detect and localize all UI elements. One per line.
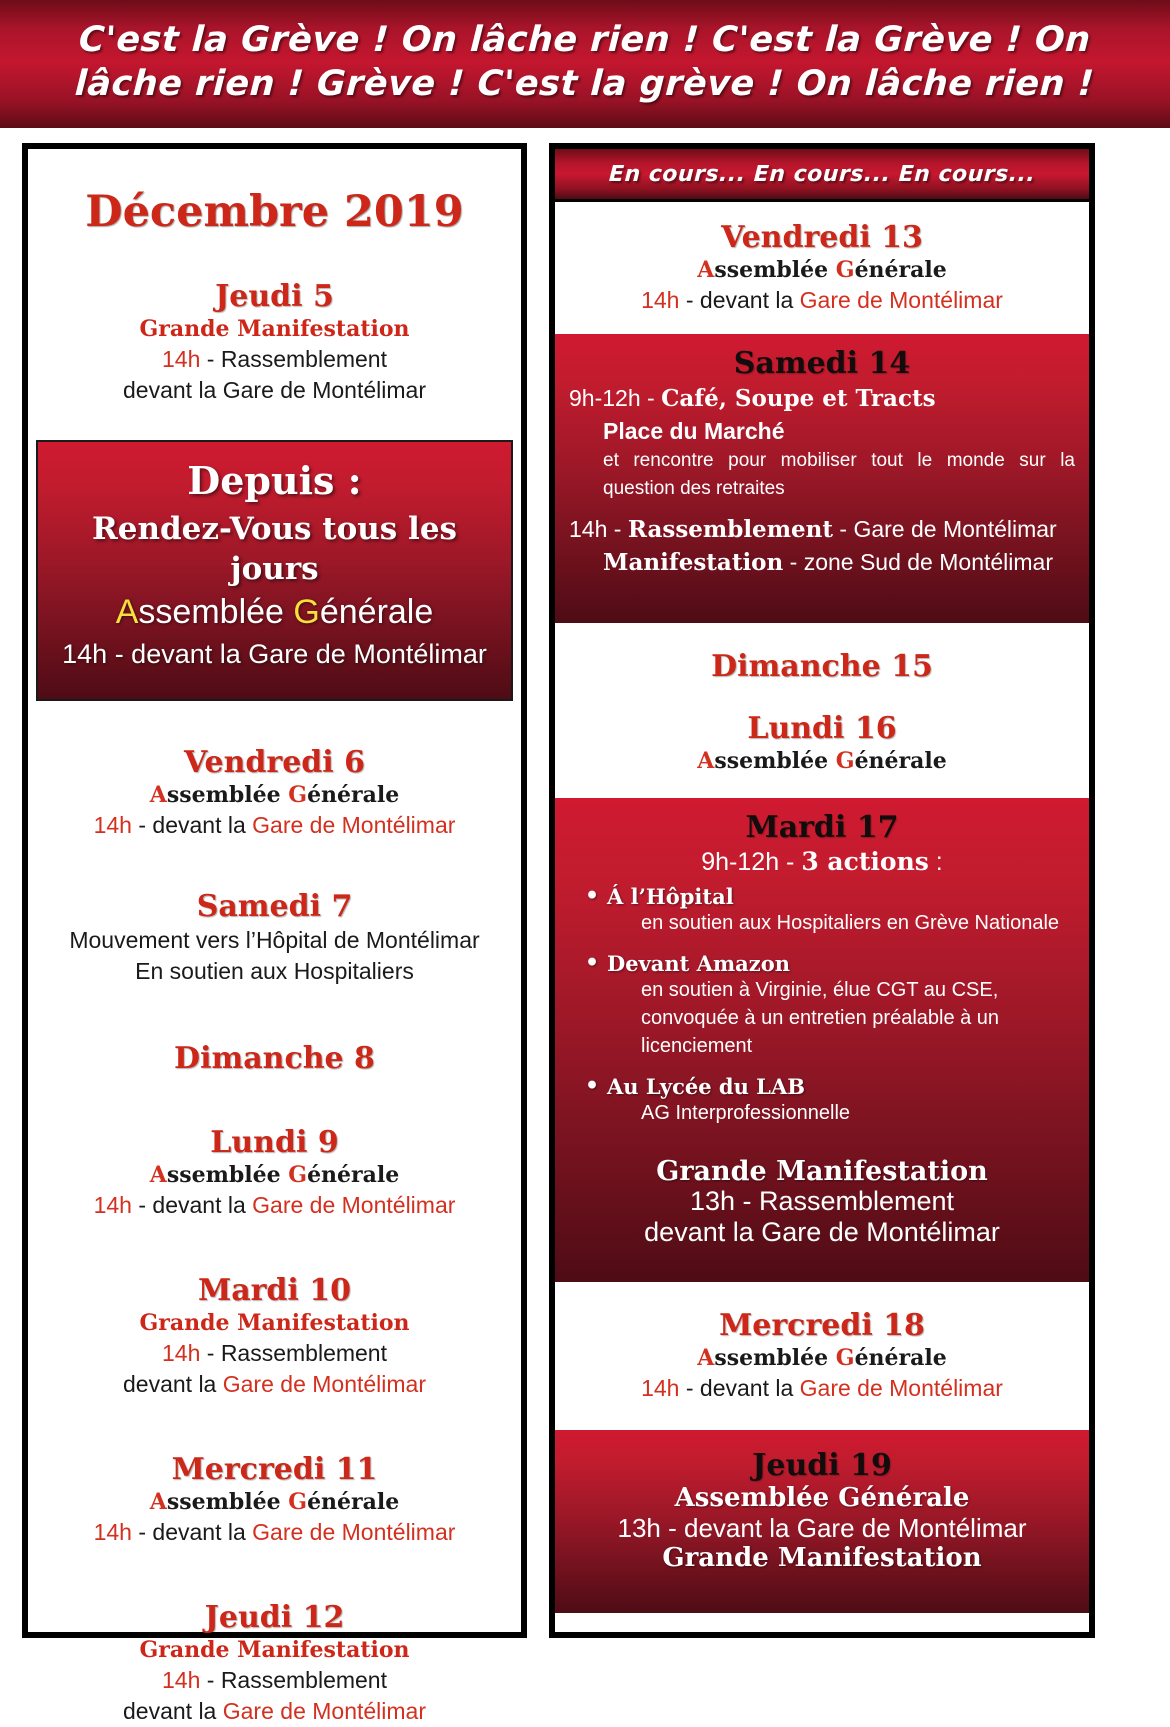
event-assemblee-generale — [28, 1161, 521, 1190]
ag-initial-a: A — [149, 782, 167, 808]
ag-mid: ssemblée — [166, 782, 289, 808]
event-samedi-14 — [555, 334, 1089, 623]
day-label: Dimanche 8 — [174, 1041, 375, 1076]
banner-line-1: C'est la Grève ! On lâche rien ! C'est la Grève ! On — [78, 20, 1092, 60]
samedi14-line-1 — [569, 382, 1075, 415]
event-time-1: 9h-12h — [569, 385, 641, 411]
event-time-line — [28, 1338, 521, 1369]
event-assemblee-generale — [565, 1344, 1079, 1373]
place-3: - zone Sud de Montélimar — [783, 549, 1053, 575]
ag-end: énérale — [307, 782, 400, 808]
event-time: 14h — [641, 1375, 680, 1401]
event-time: 9h-12h — [701, 848, 780, 876]
list-item — [585, 1074, 1075, 1127]
event-place: Gare de Montélimar — [222, 1371, 426, 1397]
ag-initial-a: A — [697, 1345, 715, 1371]
ag-mid: ssemblée — [714, 257, 836, 283]
event-place-line: devant la Gare de Montélimar — [123, 377, 426, 403]
event-time: 14h — [93, 1192, 132, 1218]
ag-mid: ssemblée — [138, 593, 294, 631]
event-assemblee-generale — [28, 781, 521, 810]
event-time: 14h — [162, 346, 201, 372]
ag-initial-g: G — [835, 748, 855, 774]
ag-mid: ssemblée — [714, 748, 836, 774]
event-mid: - Rassemblement — [200, 1340, 387, 1366]
event-line-1: Mouvement vers l’Hôpital de Montélimar — [69, 927, 480, 953]
event-assemblee-generale: Assemblée Générale — [674, 1483, 970, 1513]
event-mardi-10 — [28, 1273, 521, 1400]
event-assemblee-generale — [28, 1488, 521, 1517]
event-time-line — [28, 344, 521, 375]
event-place: Gare de Montélimar — [799, 1375, 1003, 1401]
ag-initial-g: G — [835, 257, 855, 283]
ag-end: énérale — [854, 257, 947, 283]
event-dimanche-15-lundi-16 — [555, 623, 1089, 798]
event-mercredi-18 — [555, 1282, 1089, 1430]
event-jeudi-19 — [555, 1430, 1089, 1613]
event-vendredi-6 — [28, 745, 521, 841]
event-mercredi-11 — [28, 1452, 521, 1548]
event-time: 14h — [93, 1519, 132, 1545]
event-mid: - Rassemblement — [200, 1667, 387, 1693]
event-manif-title: Grande Manifestation — [662, 1543, 982, 1573]
event-mid: - devant la — [679, 1375, 800, 1401]
day-label: Mercredi 11 — [171, 1452, 378, 1487]
place-2: - Gare de Montélimar — [833, 516, 1057, 542]
ag-initial-g: G — [288, 1489, 308, 1515]
day-label: Samedi 14 — [733, 346, 911, 381]
event-place-line — [28, 1369, 521, 1400]
day-label: Jeudi 5 — [215, 279, 334, 314]
day-label: Mardi 17 — [745, 810, 899, 845]
event-time-2: 14h — [569, 516, 608, 542]
ag-end: énérale — [307, 1162, 400, 1188]
event-time-place-line — [565, 1373, 1079, 1404]
depuis-title: Depuis : — [187, 458, 362, 503]
day-label: Dimanche 15 — [711, 649, 933, 684]
day-label: Jeudi 12 — [204, 1600, 345, 1635]
ag-initial-a: A — [697, 748, 715, 774]
mardi17-manif-time: 13h - Rassemblement — [689, 1186, 955, 1216]
event-time-suffix: - Rassemblement — [200, 346, 387, 372]
place-prefix: devant la — [123, 1698, 223, 1724]
right-schedule-column — [549, 143, 1095, 1638]
depuis-place: - devant la Gare de Montélimar — [107, 639, 487, 669]
samedi14-place-1: Place du Marché — [603, 418, 785, 444]
event-time: 14h — [93, 812, 132, 838]
event-subtitle: Grande Manifestation — [139, 1637, 410, 1663]
colon: : — [928, 848, 943, 876]
event-time: 14h — [162, 1340, 201, 1366]
event-assemblee-generale — [565, 747, 1079, 776]
poster-columns — [0, 128, 1170, 1724]
event-time-place-line — [565, 285, 1079, 316]
day-label: Mardi 10 — [197, 1273, 352, 1308]
ag-initial-g: G — [288, 1162, 308, 1188]
place-prefix: devant la — [123, 1371, 223, 1397]
event-subtitle: Grande Manifestation — [139, 1310, 410, 1336]
event-dimanche-8 — [28, 1041, 521, 1077]
day-label: Lundi 9 — [210, 1125, 339, 1160]
event-place: Gare de Montélimar — [252, 1519, 456, 1545]
event-time-place-line — [28, 1190, 521, 1221]
event-time-place-line: 13h - devant la Gare de Montélimar — [617, 1513, 1027, 1543]
event-line-2: En soutien aux Hospitaliers — [135, 958, 414, 984]
en-cours-text: En cours... En cours... En cours... — [608, 161, 1036, 187]
event-jeudi-12 — [28, 1600, 521, 1727]
depuis-rendezvous: Rendez-Vous tous les jours — [91, 511, 458, 587]
ag-initial-a: A — [149, 1489, 167, 1515]
day-label: Vendredi 6 — [184, 745, 365, 780]
ag-end: énérale — [307, 1489, 400, 1515]
depuis-highlight-box — [36, 440, 513, 701]
samedi14-line-2 — [569, 513, 1075, 546]
day-label: Samedi 7 — [196, 889, 353, 924]
depuis-assemblee-generale — [48, 589, 501, 635]
event-mid: - devant la — [679, 287, 800, 313]
event-assemblee-generale — [565, 256, 1079, 285]
en-cours-banner — [555, 149, 1089, 202]
action-description: AG Interprofessionnelle — [641, 1102, 851, 1124]
event-place: Gare de Montélimar — [252, 1192, 456, 1218]
event-place: Gare de Montélimar — [252, 812, 456, 838]
ag-initial-g: G — [288, 782, 308, 808]
list-item — [585, 951, 1075, 1060]
mardi17-action-list — [569, 884, 1075, 1127]
actions-count-label: 3 actions — [801, 847, 929, 876]
event-place: Gare de Montélimar — [799, 287, 1003, 313]
event-mid: - devant la — [131, 1519, 253, 1545]
ag-mid: ssemblée — [166, 1489, 289, 1515]
day-label: Vendredi 13 — [721, 220, 923, 255]
samedi14-paragraph: et rencontre pour mobiliser tout le monde sur la question des retraites — [603, 450, 1075, 499]
action-description: en soutien à Virginie, élue CGT au CSE, convoquée à un entretien préalable à un licenciement — [641, 979, 1000, 1057]
depuis-time: 14h — [62, 639, 108, 669]
ag-end: énérale — [319, 593, 434, 631]
activity-2: Rassemblement — [627, 516, 834, 543]
event-place-line — [28, 1696, 521, 1727]
event-time: 14h — [162, 1667, 201, 1693]
ag-end: énérale — [854, 1345, 947, 1371]
depuis-time-place — [48, 635, 501, 673]
event-place: Gare de Montélimar — [222, 1698, 426, 1724]
event-mid: - devant la — [131, 812, 253, 838]
ag-mid: ssemblée — [714, 1345, 836, 1371]
event-subtitle: Grande Manifestation — [139, 316, 410, 342]
action-title: • Au Lycée du LAB — [585, 1074, 1075, 1099]
samedi14-line-3 — [569, 546, 1075, 579]
ag-end: énérale — [854, 748, 947, 774]
activity-3: Manifestation — [603, 549, 784, 576]
day-label: Jeudi 19 — [752, 1448, 892, 1483]
event-time: 14h — [641, 287, 680, 313]
list-item — [585, 884, 1075, 937]
event-time-place-line — [28, 1517, 521, 1548]
action-title: • Á l’Hôpital — [585, 884, 1075, 909]
action-description: en soutien aux Hospitaliers en Grève Nationale — [641, 912, 1060, 934]
event-vendredi-13 — [555, 202, 1089, 334]
left-schedule-column — [22, 143, 527, 1724]
event-samedi-7 — [28, 889, 521, 987]
ag-initial-a: A — [149, 1162, 167, 1188]
ag-initial-g: G — [835, 1345, 855, 1371]
event-time-line — [28, 1665, 521, 1696]
dash: - — [779, 848, 802, 876]
event-jeudi-5 — [28, 279, 521, 406]
event-mid: - devant la — [131, 1192, 253, 1218]
ag-mid: ssemblée — [166, 1162, 289, 1188]
day-label: Mercredi 18 — [719, 1308, 925, 1343]
strike-slogan-banner — [0, 0, 1170, 128]
mardi17-manif-place: devant la Gare de Montélimar — [644, 1217, 1000, 1247]
ag-initial-g: G — [293, 593, 320, 631]
mardi17-manif-title: Grande Manifestation — [656, 1156, 988, 1187]
page-title: Décembre 2019 — [85, 187, 464, 237]
day-label: Lundi 16 — [747, 711, 897, 746]
event-mardi-17 — [555, 798, 1089, 1282]
ag-initial-a: A — [115, 593, 139, 631]
event-lundi-9 — [28, 1125, 521, 1221]
dash-1: - — [640, 385, 662, 411]
action-title: • Devant Amazon — [585, 951, 1075, 976]
dash-2: - — [607, 516, 628, 542]
mardi17-actions-line — [569, 846, 1075, 878]
activity-1: Café, Soupe et Tracts — [661, 385, 936, 412]
ag-initial-a: A — [697, 257, 715, 283]
banner-line-2: lâche rien ! Grève ! C'est la grève ! On lâche rien ! — [74, 64, 1096, 104]
event-time-place-line — [28, 810, 521, 841]
